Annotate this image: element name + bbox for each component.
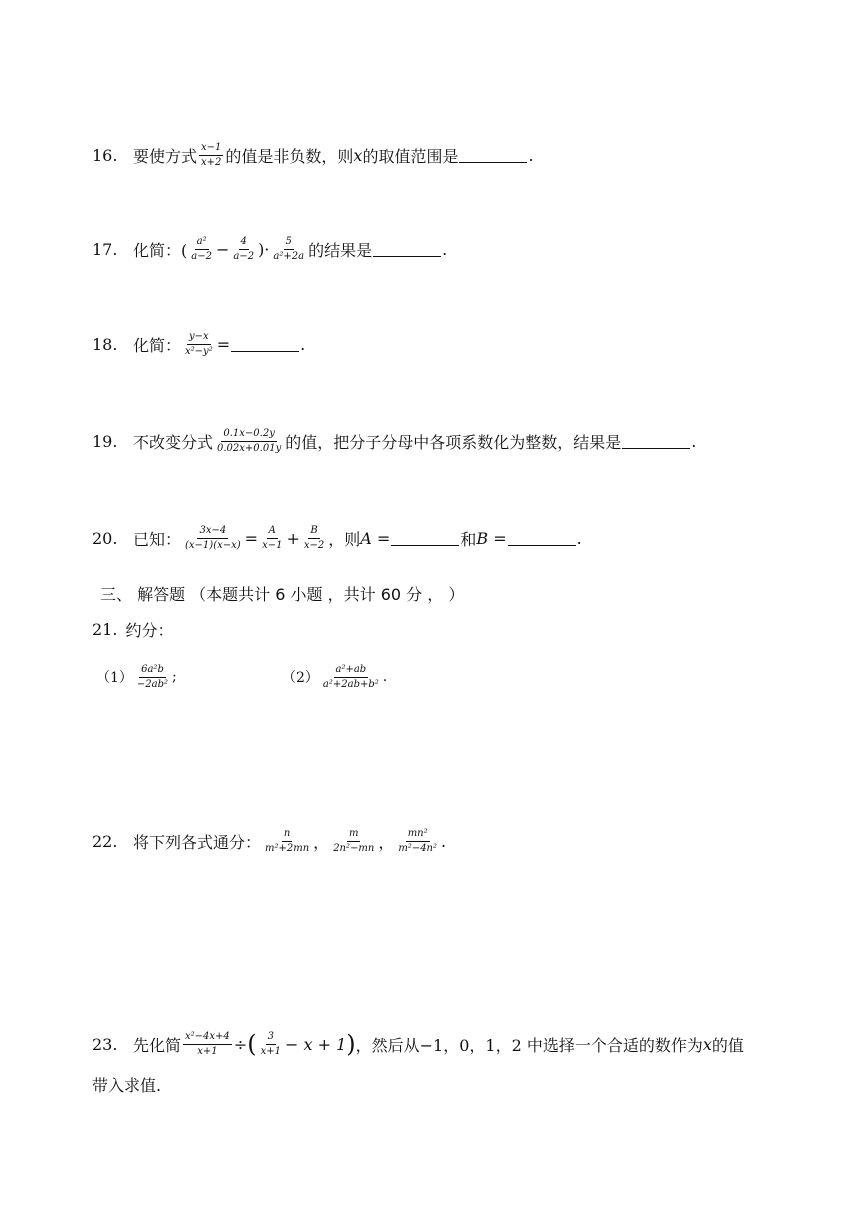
fraction: $\frac{3x-4}{(x-1)(x-x)}$ [185,525,241,551]
divide-sign: ÷ [233,1034,248,1054]
question-number: 21. [92,620,118,639]
question-text: ，则 [328,529,361,549]
section-heading: 三、 解答题 （本题共计 6 小题 ，共计 60 分 ， ） [100,585,465,604]
period: . [528,145,534,165]
period: . [382,669,388,685]
question-text: 带入求值. [92,1076,162,1095]
part-label: （2） [282,670,319,686]
question-text: 化简：( [133,240,188,260]
fraction: $\frac{m}{\text{2n²−mn}}$ [333,828,375,854]
fraction: $\frac{0.1x-0.2y}{0.02x+0.01y}$ [217,428,282,454]
question-text: 要使方式 [133,146,198,166]
question-23-line-2 [92,1073,161,1096]
question-text: 的取值范围是 [362,146,459,166]
expression: − x + 1 [284,1034,347,1054]
question-17 [92,236,447,262]
comma: ， [313,832,330,852]
question-18 [92,331,305,357]
question-text: 先化简 [133,1035,182,1055]
fraction: $\frac{n}{\text{m²+2mn}}$ [265,828,310,854]
question-text: 的值是非负数，则 [225,146,354,166]
answer-blank[interactable] [622,434,690,449]
question-text: 的值，把分子分母中各项系数化为整数，结果是 [285,432,622,452]
question-text: 将下列各式通分： [133,832,262,852]
variable-b: B = [476,528,507,548]
question-21-part-1 [96,664,177,690]
fraction: $\frac{4}{a-2}$ [233,236,255,262]
question-16 [92,142,534,168]
minus-sign: − [215,239,230,259]
variable: x [353,145,363,165]
question-text: 不改变分式 [133,432,214,452]
question-number: 16. [92,145,118,165]
question-text: 约分： [125,621,174,640]
question-text: ，然后从−1，0，1，2 中选择一个合适的数作为 [355,1035,703,1055]
question-19 [92,428,696,454]
equals-sign: = [244,528,259,548]
answer-blank-b[interactable] [508,531,576,546]
answer-blank-a[interactable] [391,531,459,546]
question-number: 22. [92,831,118,851]
period: . [576,528,582,548]
question-text: 已知： [133,529,182,549]
question-text: 化简： [133,335,182,355]
question-21-part-2 [282,664,387,690]
question-number: 18. [92,334,118,354]
semicolon: ; [172,669,177,685]
variable: x [702,1034,712,1054]
question-number: 17. [92,239,118,259]
close-paren-dot: )· [258,239,270,259]
fraction: $\frac{x-1}{x+2}$ [201,142,222,168]
comma: ， [378,832,395,852]
fraction: $\frac{A}{x-1}$ [262,525,283,551]
question-text: 和 [460,529,477,549]
fraction: $\frac{5}{\text{a²+2a}}$ [273,236,305,262]
question-text: 的结果是 [308,240,373,260]
question-number: 20. [92,528,118,548]
period: . [691,431,697,451]
period: . [300,334,306,354]
question-text: 的值 [711,1035,744,1055]
left-paren: ( [247,1030,257,1058]
plus-sign: + [286,528,300,548]
fraction: $\frac{\text{6a²b}}{\text{−2ab²}}$ [136,664,169,690]
fraction: $\frac{\text{mn²}}{\text{m²−4n²}}$ [398,828,438,854]
part-label: （1） [96,670,133,686]
fraction: $\frac{3}{x+1}$ [260,1031,281,1057]
answer-blank[interactable] [459,148,527,163]
question-22 [92,828,446,854]
fraction: $\frac{\text{x²−4x+4}}{x+1}$ [185,1031,230,1057]
question-20 [92,525,582,551]
variable-a: A = [360,528,391,548]
fraction: $\frac{B}{x-2}$ [303,525,325,551]
fraction: $\frac{y-x}{\text{x²−y²}}$ [185,331,213,357]
question-21 [92,618,173,641]
answer-blank[interactable] [231,337,299,352]
period: . [441,831,447,851]
period: . [442,239,448,259]
equals-sign: = [216,334,231,354]
fraction: $\frac{\text{a²}}{a-2}$ [191,236,212,262]
right-paren: ) [346,1030,356,1058]
question-number: 23. [92,1034,118,1054]
answer-blank[interactable] [373,242,441,257]
fraction: $\frac{\text{a²+ab}}{\text{a²+2ab+b²}}$ [322,664,379,690]
question-number: 19. [92,431,118,451]
question-23 [92,1031,744,1057]
